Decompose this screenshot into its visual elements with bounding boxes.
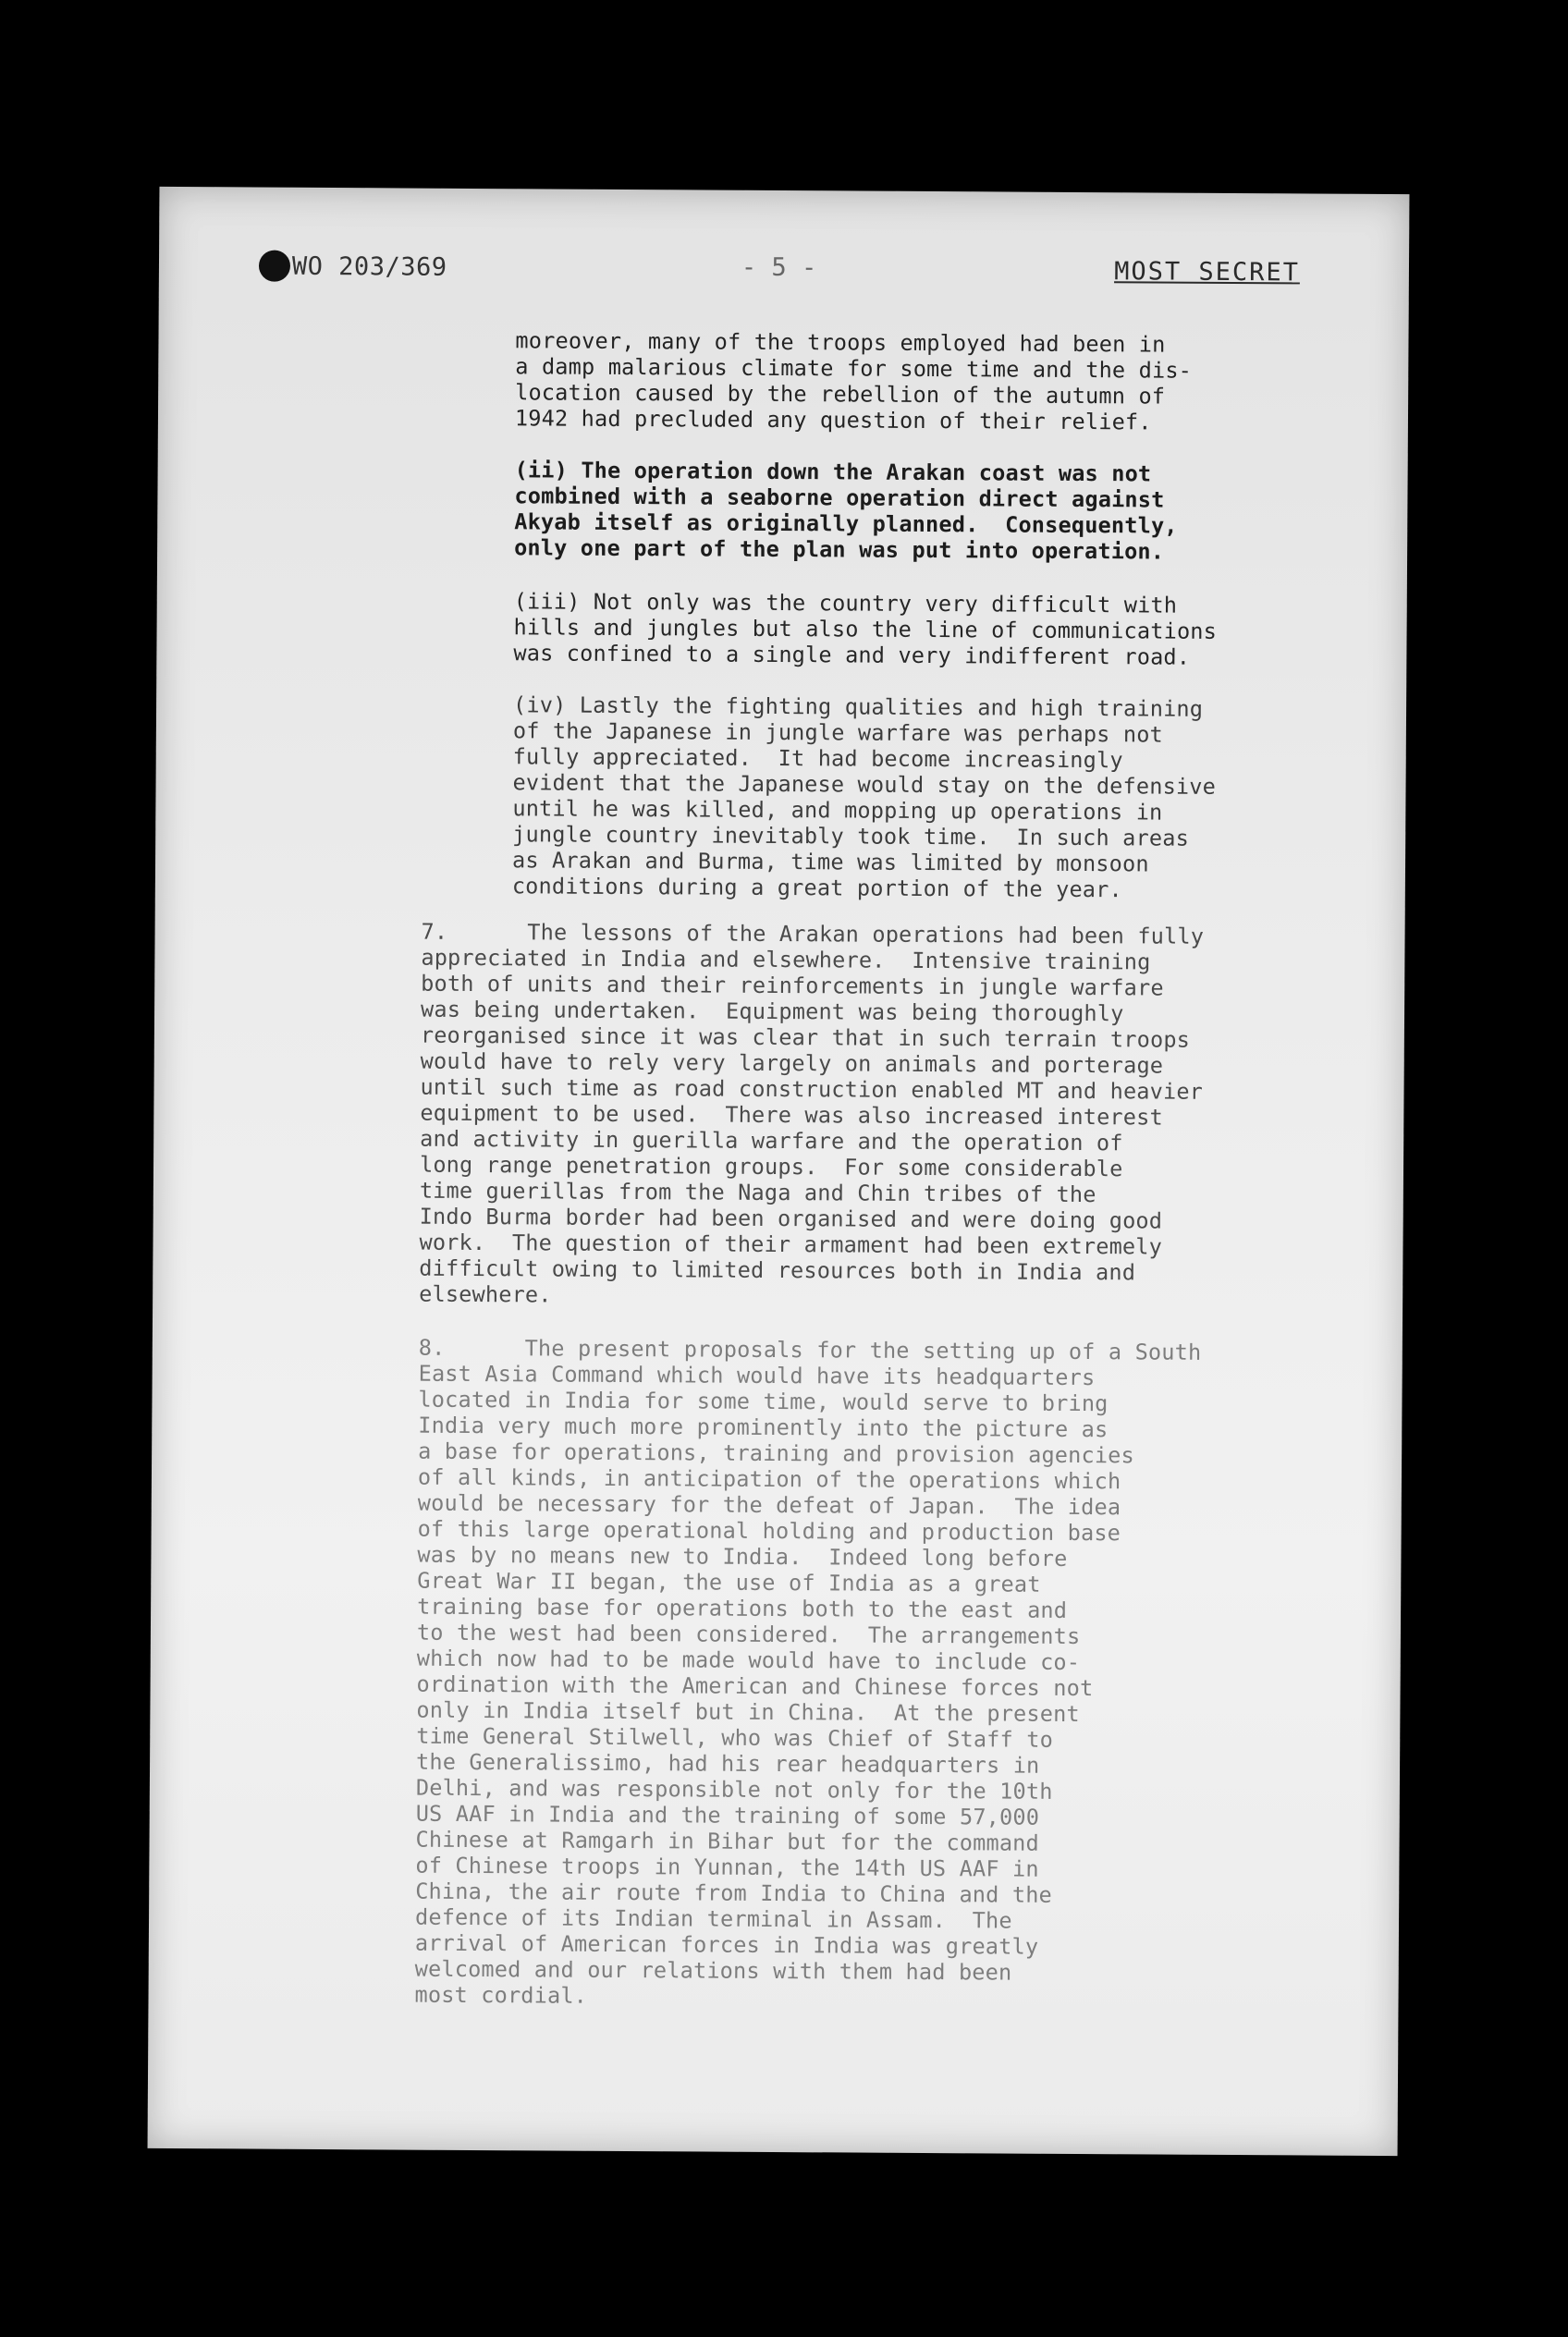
file-reference: WO 203/369 [291,251,447,282]
paragraph-iv: (iv) Lastly the fighting qualities and high training of the Japanese in jungle warfare was perhaps not fully appreciated. It had become increasingly evident that the Japanese would stay on the defensive until he was killed, and mopping up operations in jungle country inevitably took time. In such areas as Arakan and Burma, time was limited by monsoon conditions during a great portion of the year. [511,691,1217,903]
paragraph-8: 8. The present proposals for the setting up of a South East Asia Command which would have its headquarters located in India for some time, would serve to bring India very much more prominently into the picture as a base for operations, training and provision agencies of all kinds, in anticipation of the operations which would be necessary for the defeat of Japan. The idea of this large operational holding and production base was by no means new to India. Indeed long before Great War II began, the use of India as a great training base for operations both to the east and to the west had been considered. The arrangements which now had to be made would have to include co- ordination with the American and Chinese forces not only in India itself but in China. At the present time General Stilwell, who was Chief of Staff to the Generalissimo, had his rear headquarters in Delhi, and was responsible not only for the 10th US AAF in India and the training of some 57,000 Chinese at Ramgarh in Bihar but for the command of Chinese troops in Yunnan, the 14th US AAF in China, the air route from India to China and the defence of its Indian terminal in Assam. The arrival of American forces in India was greatly welcomed and our relations with them had been most cordial. [414,1334,1202,2009]
paragraph-ii: (ii) The operation down the Arakan coast was not combined with a seaborne operation direct against Akyab itself as originally planned. Consequently, only one part of the plan was put into operation. [514,457,1178,565]
paragraph-iii: (iii) Not only was the country very difficult with hills and jungles but also the line of communications was confined to a single and very indifferent road. [513,588,1218,670]
paragraph-7: 7. The lessons of the Arakan operations had been fully appreciated in India and elsewhere. Intensive training both of units and their reinforcements in jungle warfare was being undertaken. Equipment was being thoroughly reorganised since it was clear that in such terrain troops would have to rely very largely on animals and porterage until such time as road construction enabled MT and heavier equipment to be used. There was also increased interest and activity in guerilla warfare and the operation of long range penetration groups. For some considerable time guerillas from the Naga and Chin tribes of the Indo Burma border had been organised and were doing good work. The question of their armament had been extremely difficult owing to limited resources both in India and elsewhere. [419,918,1205,1308]
page-number: - 5 - [741,252,817,283]
paragraph-continuation: moreover, many of the troops employed had been in a damp malarious climate for some time and the dis- location caused by the rebellion of the autumn of 1942 had precluded any question of their relief. [514,327,1193,435]
page-header [159,242,1409,287]
classification-marking: MOST SECRET [1114,257,1301,288]
document-page [148,187,1410,2156]
